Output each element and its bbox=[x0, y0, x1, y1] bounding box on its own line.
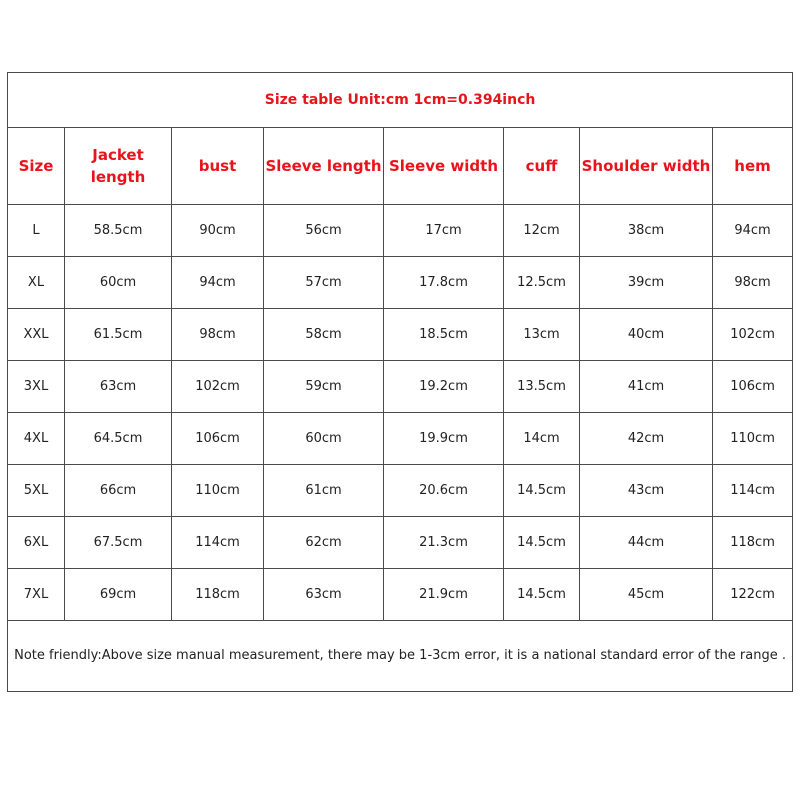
measurement-cell: 102cm bbox=[172, 361, 264, 413]
header-jacket-length: Jacket length bbox=[65, 128, 172, 205]
measurement-cell: 14.5cm bbox=[504, 465, 580, 517]
size-table bbox=[7, 72, 793, 692]
measurement-cell: 57cm bbox=[264, 257, 384, 309]
header-row bbox=[8, 128, 793, 205]
measurement-cell: 106cm bbox=[172, 413, 264, 465]
size-label-cell: 3XL bbox=[8, 361, 65, 413]
header-sleeve-width: Sleeve width bbox=[384, 128, 504, 205]
measurement-cell: 61cm bbox=[264, 465, 384, 517]
table-row bbox=[8, 361, 793, 413]
measurement-cell: 118cm bbox=[172, 569, 264, 621]
table-row bbox=[8, 517, 793, 569]
measurement-cell: 19.9cm bbox=[384, 413, 504, 465]
measurement-cell: 98cm bbox=[713, 257, 793, 309]
table-row bbox=[8, 413, 793, 465]
measurement-cell: 61.5cm bbox=[65, 309, 172, 361]
measurement-cell: 17cm bbox=[384, 205, 504, 257]
measurement-cell: 94cm bbox=[713, 205, 793, 257]
size-label-cell: XL bbox=[8, 257, 65, 309]
measurement-cell: 94cm bbox=[172, 257, 264, 309]
size-label-cell: 6XL bbox=[8, 517, 65, 569]
measurement-cell: 58cm bbox=[264, 309, 384, 361]
measurement-cell: 110cm bbox=[713, 413, 793, 465]
measurement-cell: 18.5cm bbox=[384, 309, 504, 361]
measurement-cell: 17.8cm bbox=[384, 257, 504, 309]
measurement-cell: 20.6cm bbox=[384, 465, 504, 517]
measurement-cell: 45cm bbox=[580, 569, 713, 621]
measurement-cell: 12cm bbox=[504, 205, 580, 257]
measurement-note: Note friendly:Above size manual measurement, there may be 1-3cm error, it is a national standard error of the range . bbox=[8, 621, 793, 692]
measurement-cell: 56cm bbox=[264, 205, 384, 257]
measurement-cell: 19.2cm bbox=[384, 361, 504, 413]
size-label-cell: 4XL bbox=[8, 413, 65, 465]
measurement-cell: 106cm bbox=[713, 361, 793, 413]
measurement-cell: 118cm bbox=[713, 517, 793, 569]
measurement-cell: 21.3cm bbox=[384, 517, 504, 569]
measurement-cell: 66cm bbox=[65, 465, 172, 517]
header-shoulder-width: Shoulder width bbox=[580, 128, 713, 205]
measurement-cell: 59cm bbox=[264, 361, 384, 413]
header-bust: bust bbox=[172, 128, 264, 205]
measurement-cell: 62cm bbox=[264, 517, 384, 569]
measurement-cell: 14.5cm bbox=[504, 517, 580, 569]
measurement-cell: 42cm bbox=[580, 413, 713, 465]
measurement-cell: 21.9cm bbox=[384, 569, 504, 621]
measurement-cell: 90cm bbox=[172, 205, 264, 257]
measurement-cell: 13.5cm bbox=[504, 361, 580, 413]
measurement-cell: 41cm bbox=[580, 361, 713, 413]
size-label-cell: L bbox=[8, 205, 65, 257]
measurement-cell: 60cm bbox=[65, 257, 172, 309]
measurement-cell: 114cm bbox=[713, 465, 793, 517]
measurement-cell: 40cm bbox=[580, 309, 713, 361]
table-title: Size table Unit:cm 1cm=0.394inch bbox=[8, 73, 793, 128]
table-row bbox=[8, 465, 793, 517]
measurement-cell: 44cm bbox=[580, 517, 713, 569]
measurement-cell: 63cm bbox=[264, 569, 384, 621]
header-cuff: cuff bbox=[504, 128, 580, 205]
measurement-cell: 14cm bbox=[504, 413, 580, 465]
measurement-cell: 14.5cm bbox=[504, 569, 580, 621]
measurement-cell: 102cm bbox=[713, 309, 793, 361]
measurement-cell: 64.5cm bbox=[65, 413, 172, 465]
measurement-cell: 114cm bbox=[172, 517, 264, 569]
table-row bbox=[8, 257, 793, 309]
table-row bbox=[8, 205, 793, 257]
measurement-cell: 43cm bbox=[580, 465, 713, 517]
size-label-cell: 5XL bbox=[8, 465, 65, 517]
measurement-cell: 13cm bbox=[504, 309, 580, 361]
table-row bbox=[8, 309, 793, 361]
title-row bbox=[8, 73, 793, 128]
measurement-cell: 67.5cm bbox=[65, 517, 172, 569]
measurement-cell: 58.5cm bbox=[65, 205, 172, 257]
measurement-cell: 69cm bbox=[65, 569, 172, 621]
measurement-cell: 63cm bbox=[65, 361, 172, 413]
measurement-cell: 39cm bbox=[580, 257, 713, 309]
header-size: Size bbox=[8, 128, 65, 205]
header-sleeve-length: Sleeve length bbox=[264, 128, 384, 205]
size-label-cell: 7XL bbox=[8, 569, 65, 621]
measurement-cell: 12.5cm bbox=[504, 257, 580, 309]
table-row bbox=[8, 569, 793, 621]
measurement-cell: 122cm bbox=[713, 569, 793, 621]
measurement-cell: 60cm bbox=[264, 413, 384, 465]
measurement-cell: 110cm bbox=[172, 465, 264, 517]
note-row bbox=[8, 621, 793, 692]
header-hem: hem bbox=[713, 128, 793, 205]
measurement-cell: 38cm bbox=[580, 205, 713, 257]
size-label-cell: XXL bbox=[8, 309, 65, 361]
measurement-cell: 98cm bbox=[172, 309, 264, 361]
size-table-body bbox=[8, 73, 793, 692]
